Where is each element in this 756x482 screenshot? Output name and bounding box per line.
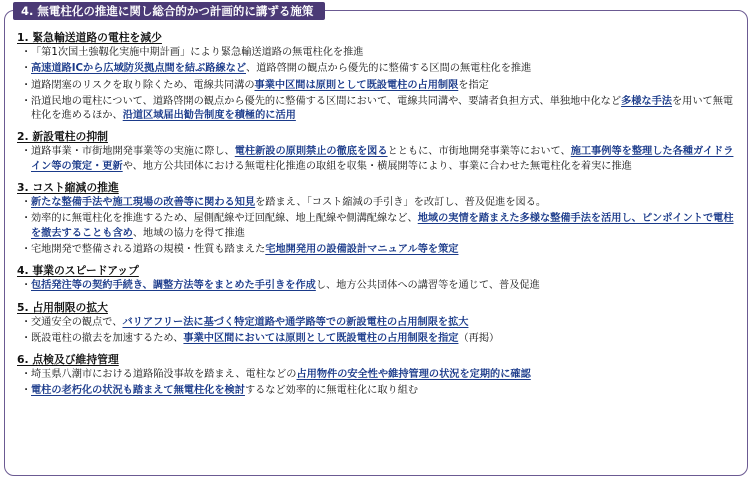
measures-list bbox=[17, 26, 742, 401]
emphasis-text: 高速道路ICから広域防災拠点間を結ぶ路線など bbox=[31, 63, 247, 75]
section-title: 2. 新設電柱の抑制 bbox=[17, 130, 108, 144]
item-text: や、地方公共団体における無電柱化推進の取組を収集・横展開等により、事業に合わせた無電柱化を着実に推進 bbox=[122, 160, 632, 172]
item-text: 既設電柱の撤去を加速するため、 bbox=[31, 332, 184, 344]
item-text: 埼玉県八潮市における道路陥没事故を踏まえ、電柱などの bbox=[31, 369, 297, 381]
bullet: ・ bbox=[21, 385, 32, 397]
bullet: ・ bbox=[21, 243, 32, 255]
item-text: 宅地開発で整備される道路の規模・性質も踏まえた bbox=[31, 243, 266, 255]
list-item bbox=[21, 332, 742, 346]
emphasis-text: 占用物件の安全性や維持管理の状況を定期的に確認 bbox=[296, 369, 531, 381]
list-item bbox=[21, 316, 742, 330]
list-item bbox=[21, 212, 742, 241]
bullet: ・ bbox=[21, 47, 32, 58]
item-text: を踏まえ、「コスト縮減の手引き」を改訂し、普及促進を図る。 bbox=[255, 197, 547, 209]
bullet: ・ bbox=[21, 369, 32, 381]
item-text: を用いて無電柱化を進めるほか、 bbox=[31, 95, 734, 122]
list-item bbox=[21, 145, 742, 174]
item-text: 、道路啓開の観点から優先的に整備する区間の無電柱化を推進 bbox=[246, 63, 532, 75]
item-text: するなど効率的に無電柱化に取り組む bbox=[244, 385, 419, 397]
item-text: 交通安全の観点で、 bbox=[31, 316, 123, 328]
section-3 bbox=[17, 176, 742, 257]
section-4 bbox=[17, 259, 742, 293]
section-title: 4. 事業のスピードアップ bbox=[17, 264, 139, 278]
section-5 bbox=[17, 296, 742, 347]
bullet: ・ bbox=[21, 146, 32, 158]
section-title: 1. 緊急輸送道路の電柱を減少 bbox=[17, 31, 162, 44]
section-title: 6. 点検及び維持管理 bbox=[17, 353, 119, 367]
bullet: ・ bbox=[21, 79, 32, 91]
list-item bbox=[21, 279, 742, 293]
page-title: 4. 無電柱化の推進に関し総合的かつ計画的に講ずる施策 bbox=[13, 2, 325, 20]
bullet: ・ bbox=[21, 197, 32, 209]
section-title: 3. コスト縮減の推進 bbox=[17, 181, 119, 195]
emphasis-text: 地域の実情を踏まえた多様な整備手法を活用し、ピンポイントで電柱を撤去することも含め bbox=[31, 213, 734, 239]
emphasis-text: 電柱の老朽化の状況も踏まえて無電柱化を検討 bbox=[31, 385, 245, 397]
list-item bbox=[21, 79, 742, 93]
bullet: ・ bbox=[21, 316, 32, 328]
emphasis-text: 事業中区間は原則として既設電柱の占用制限 bbox=[254, 79, 459, 91]
bullet: ・ bbox=[21, 280, 32, 292]
list-item bbox=[21, 95, 742, 124]
item-text: を指定 bbox=[458, 79, 489, 91]
emphasis-text: 新たな整備手法や施工現場の改善等に関わる知見 bbox=[31, 197, 256, 209]
section-title: 5. 占用制限の拡大 bbox=[17, 300, 108, 314]
item-text: 、地域の協力を得て推進 bbox=[132, 227, 245, 239]
item-text: 沿道民地の電柱について、道路啓開の観点から優先的に整備する区間において、電線共同溝や、要請者負担方式、単独地中化など bbox=[31, 95, 622, 107]
emphasis-text: 事業中区間においては原則として既設電柱の占用制限を指定 bbox=[183, 332, 459, 344]
item-text: 道路閉塞のリスクを取り除くため、電線共同溝の bbox=[31, 79, 255, 91]
bullet: ・ bbox=[21, 63, 32, 75]
emphasis-text: 宅地開発用の設備設計マニュアル等を策定 bbox=[265, 243, 459, 255]
list-item bbox=[21, 384, 742, 398]
list-item bbox=[21, 243, 742, 257]
list-item bbox=[21, 368, 742, 382]
item-text: 道路事業・市街地開発事業等の実施に際し、 bbox=[31, 146, 235, 158]
section-6 bbox=[17, 348, 742, 399]
list-item bbox=[21, 46, 742, 60]
item-text: （再掲） bbox=[458, 332, 500, 344]
emphasis-text: バリアフリー法に基づく特定道路や通学路等での新設電柱の占用制限を拡大 bbox=[122, 316, 469, 328]
item-text: とともに、市街地開発事業等において、 bbox=[387, 146, 571, 158]
emphasis-text: 多様な手法 bbox=[621, 95, 672, 107]
bullet: ・ bbox=[21, 95, 32, 107]
item-text: 効率的に無電柱化を推進するため、屋側配線や迂回配線、地上配線や側溝配線など、 bbox=[31, 213, 418, 225]
emphasis-text: 施工事例等を整理した各種ガイドライン等の策定・更新 bbox=[31, 146, 734, 172]
section-2 bbox=[17, 125, 742, 174]
item-text: 「第1次国土強靱化実施中期計画」により緊急輸送道路の無電柱化を推進 bbox=[31, 47, 364, 58]
item-text: し、地方公共団体への講習等を通じて、普及促進 bbox=[315, 280, 540, 292]
emphasis-text: 包括発注等の契約手続き、調整方法等をまとめた手引きを作成 bbox=[31, 280, 316, 292]
list-item bbox=[21, 196, 742, 210]
list-item bbox=[21, 62, 742, 76]
bullet: ・ bbox=[21, 332, 32, 344]
emphasis-text: 電柱新設の原則禁止の徹底を図る bbox=[234, 146, 388, 158]
bullet: ・ bbox=[21, 213, 32, 225]
emphasis-text: 沿道区域届出勧告制度を積極的に活用 bbox=[122, 110, 296, 122]
section-1 bbox=[17, 26, 742, 123]
